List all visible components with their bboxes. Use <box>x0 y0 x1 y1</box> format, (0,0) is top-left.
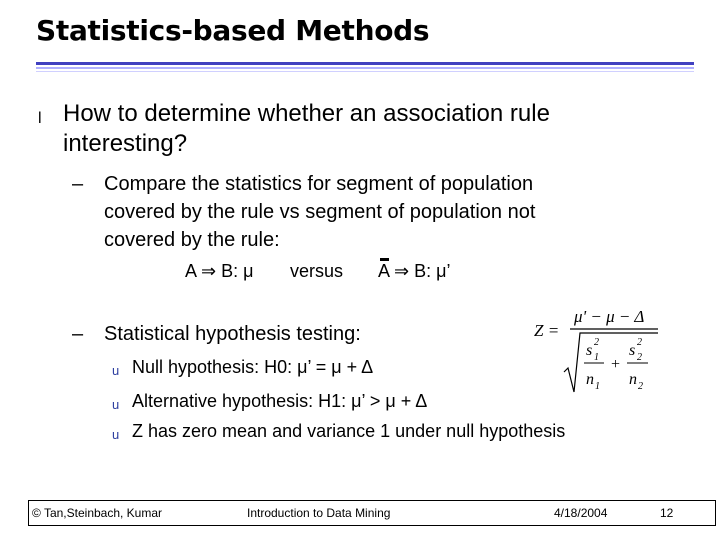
rule-left: A ⇒ B: μ <box>185 261 254 281</box>
formula-numerator: μ' − μ − Δ <box>574 307 645 326</box>
footer-course: Introduction to Data Mining <box>247 506 391 520</box>
diamond-bullet-icon: u <box>112 427 120 442</box>
versus-label: versus <box>290 261 344 281</box>
point-null-text: Null hypothesis: H0: μ’ = μ + Δ <box>132 357 374 377</box>
n1-symbol: n <box>586 371 594 388</box>
s2-superscript: 2 <box>637 337 642 348</box>
n1-subscript: 1 <box>595 381 600 392</box>
bullet-icon: l <box>38 110 42 127</box>
main-point-line-2: interesting? <box>63 130 188 157</box>
compare-line-1: Compare the statistics for segment of population <box>104 173 534 195</box>
s1-subscript: 1 <box>594 352 599 363</box>
dash-icon: – <box>72 323 84 345</box>
rule-right: A ⇒ B: μ’ <box>378 261 451 281</box>
n2-subscript: 2 <box>638 381 643 392</box>
compare-text <box>104 170 644 254</box>
slide-footer <box>28 500 716 526</box>
compare-line-3: covered by the rule: <box>104 229 280 251</box>
point-zero-mean-text: Z has zero mean and variance 1 under null hypothesis <box>132 421 566 441</box>
diamond-bullet-icon: u <box>112 397 120 412</box>
s2-subscript: 2 <box>637 352 642 363</box>
s2-symbol: s <box>629 342 636 359</box>
n2-symbol: n <box>629 371 637 388</box>
slide-title: Statistics-based Methods <box>36 14 430 47</box>
footer-date: 4/18/2004 <box>554 506 608 520</box>
hypothesis-heading: Statistical hypothesis testing: <box>104 323 361 345</box>
z-statistic-formula <box>530 300 662 396</box>
diamond-bullet-icon: u <box>112 363 120 378</box>
dash-icon: – <box>72 173 84 195</box>
s1-superscript: 2 <box>594 337 599 348</box>
title-divider-dark <box>36 62 694 65</box>
s1-symbol: s <box>586 342 593 359</box>
point-alternative-text: Alternative hypothesis: H1: μ’ > μ + Δ <box>132 391 428 411</box>
compare-line-2: covered by the rule vs segment of population not <box>104 201 536 223</box>
plus-sign: + <box>611 356 621 373</box>
formula-lhs: Z = <box>534 321 560 340</box>
footer-copyright: © Tan,Steinbach, Kumar <box>32 506 163 520</box>
footer-page-number: 12 <box>660 506 674 520</box>
main-point-text <box>63 99 663 159</box>
title-divider-mid <box>36 67 694 69</box>
title-divider-light <box>36 71 694 72</box>
main-point-line-1: How to determine whether an association rule <box>63 100 550 127</box>
